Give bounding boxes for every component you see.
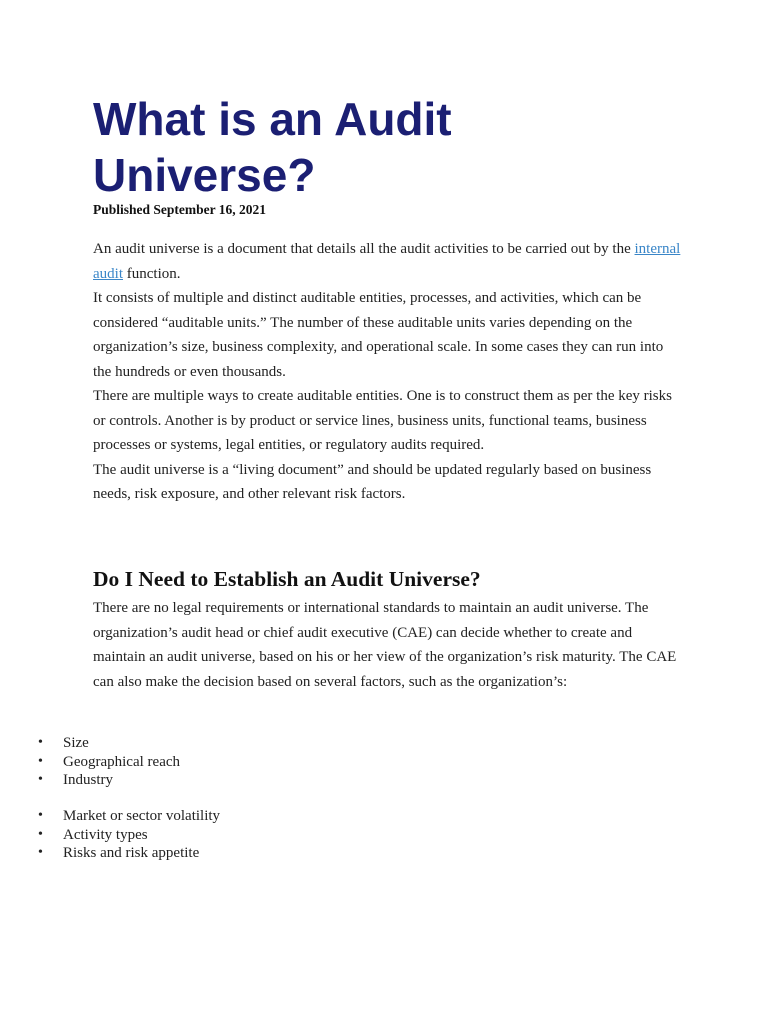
bullet-icon: • [38, 808, 43, 823]
factors-list-1 [0, 734, 400, 790]
intro-text-before-link: An audit universe is a document that details all the audit activities to be carried out by the [93, 241, 635, 257]
section-body [93, 596, 683, 694]
list-item [0, 844, 400, 863]
intro-paragraph-1 [93, 237, 683, 286]
internal-audit-link[interactable]: internal audit [93, 241, 681, 282]
list-item [0, 807, 400, 826]
intro-paragraph-3: There are multiple ways to create auditable entities. One is to construct them as per the key risks or controls. Another is by product or service lines, business units, functional teams, business processes or systems, legal entities, or regulatory audits required. [93, 388, 672, 453]
list-item-label: Market or sector volatility [63, 808, 221, 824]
factors-list-2 [0, 807, 400, 863]
section-heading: Do I Need to Establish an Audit Universe? [93, 567, 481, 591]
published-date: Published September 16, 2021 [93, 202, 267, 217]
intro-section [93, 237, 683, 507]
list-item [0, 826, 400, 845]
bullet-icon: • [38, 735, 43, 750]
list-item [0, 753, 400, 772]
list-item-label: Activity types [63, 826, 148, 843]
list-item-label: Industry [63, 772, 113, 788]
list-item [0, 734, 400, 753]
bullet-icon: • [38, 826, 43, 842]
list-item-label: Risks and risk appetite [63, 845, 200, 861]
intro-paragraph-4: The audit universe is a “living document” and should be updated regularly based on business needs, risk exposure, and other relevant risk factors. [93, 461, 652, 502]
list-item [0, 771, 400, 790]
bullet-icon: • [38, 753, 43, 769]
section-paragraph: There are no legal requirements or international standards to maintain an audit universe. The organization’s audit head or chief audit executive (CAE) can decide whether to create and maintain an audit universe, based on his or her view of the organization’s risk maturity. The CAE can also make the decision based on several factors, such as the organization’s: [93, 600, 677, 690]
list-item-label: Geographical reach [63, 753, 181, 770]
intro-paragraph-2: It consists of multiple and distinct auditable entities, processes, and activities, which can be considered “auditable units.” The number of these auditable units varies depending on the organization’s size, business complexity, and operational scale. In some cases they can run into the hundreds or even thousands. [93, 290, 664, 380]
bullet-icon: • [38, 772, 43, 787]
intro-text-after-link: function. [123, 265, 181, 282]
list-item-label: Size [63, 735, 89, 751]
bullet-icon: • [38, 845, 43, 860]
page-title: What is an Audit Universe? [93, 93, 452, 201]
